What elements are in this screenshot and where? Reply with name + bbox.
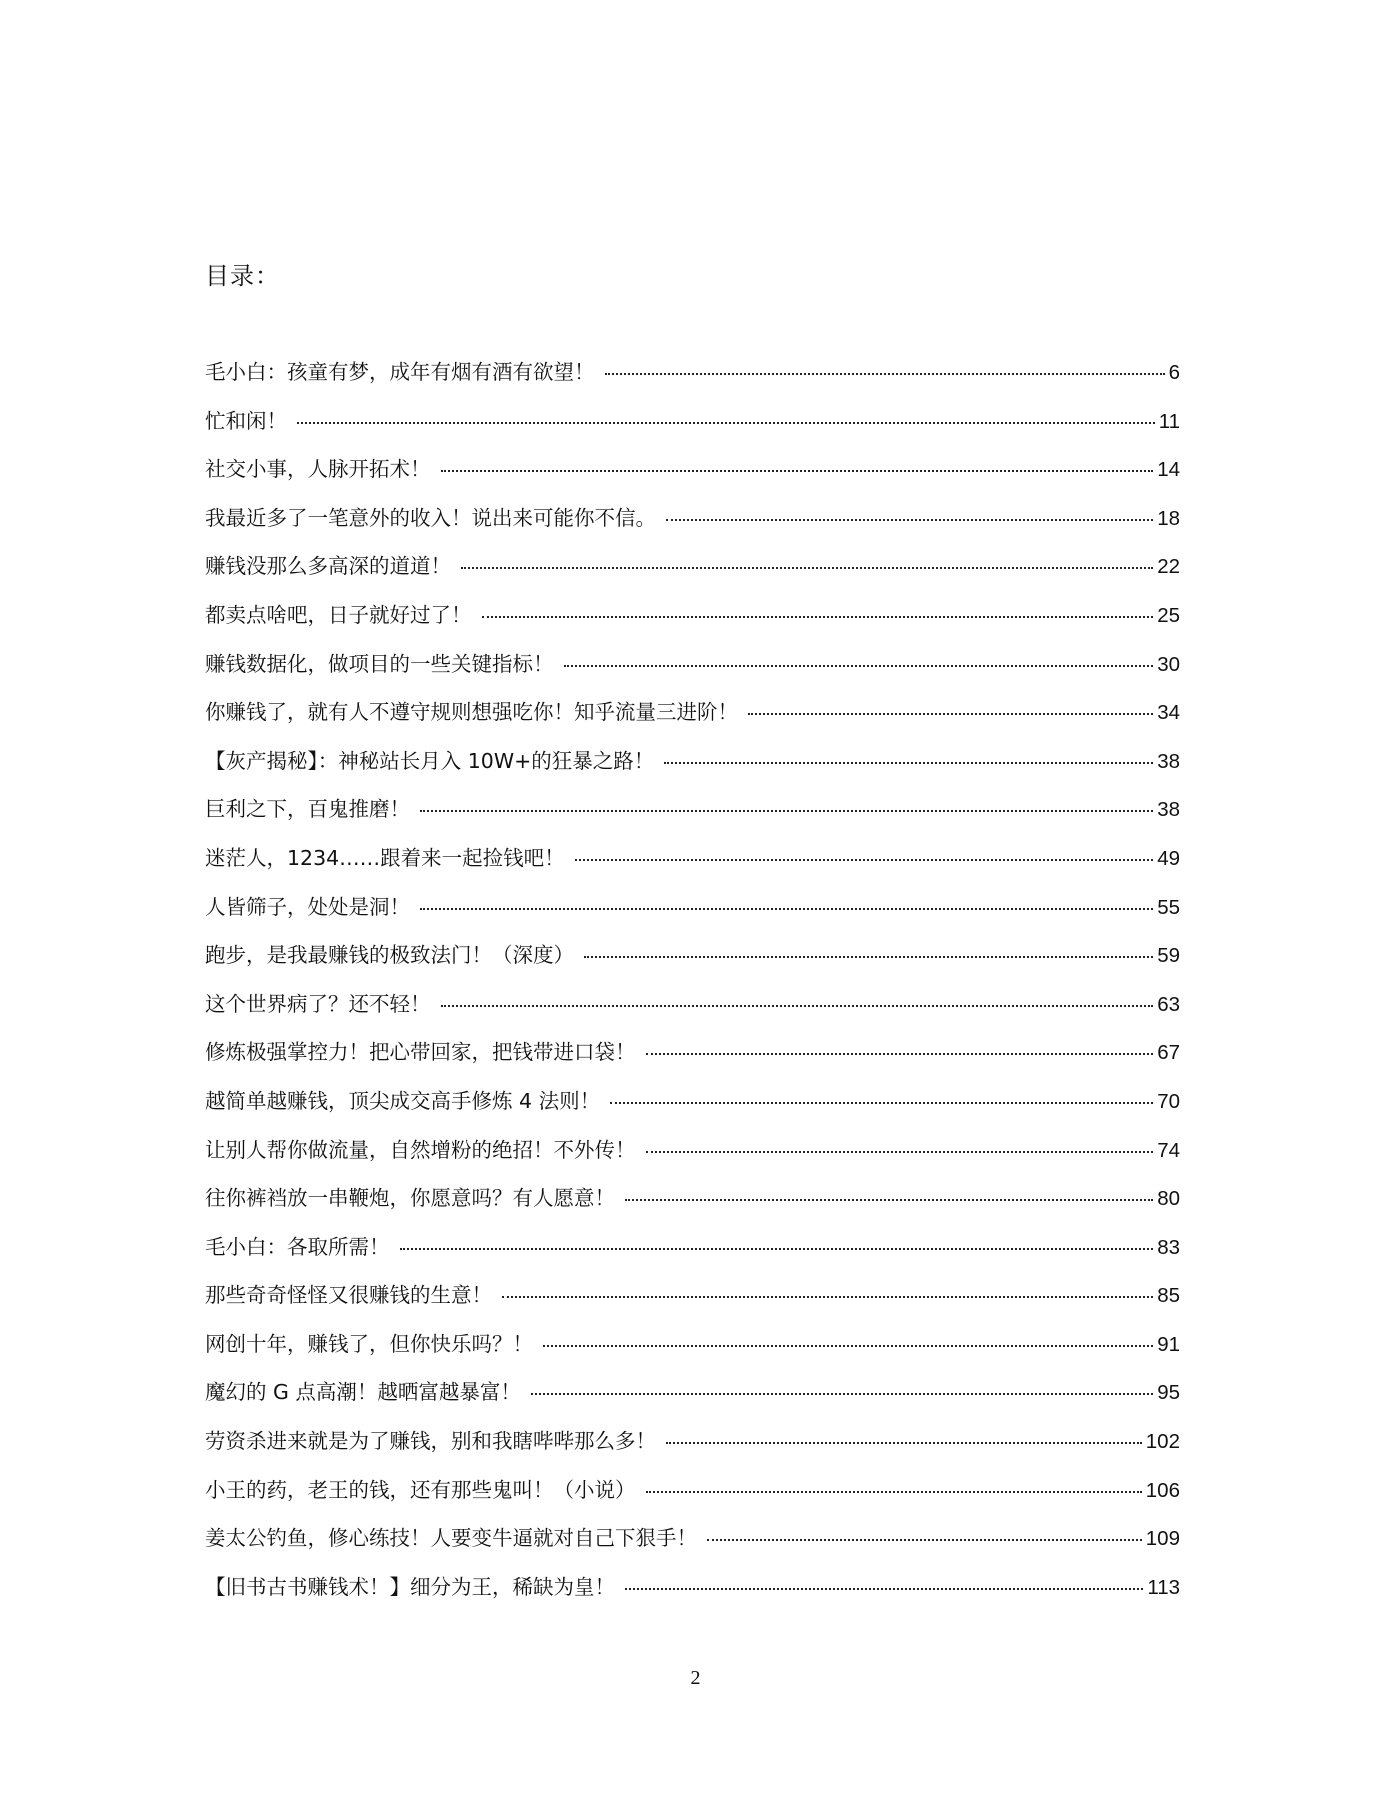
toc-dot-leader bbox=[625, 1588, 1143, 1590]
toc-dot-leader bbox=[420, 810, 1153, 812]
toc-entry[interactable] bbox=[205, 1032, 1180, 1081]
toc-entry-title: 巨利之下，百鬼推磨！ bbox=[205, 797, 410, 822]
toc-entry-title: 赚钱没那么多高深的道道！ bbox=[205, 554, 451, 579]
toc-dot-leader bbox=[646, 1151, 1154, 1153]
toc-dot-leader bbox=[543, 1345, 1153, 1347]
toc-entry-page-number: 85 bbox=[1157, 1284, 1180, 1308]
toc-dot-leader bbox=[707, 1539, 1142, 1541]
toc-entry[interactable] bbox=[205, 1372, 1180, 1421]
toc-dot-leader bbox=[748, 713, 1153, 715]
toc-entry-title: 往你裤裆放一串鞭炮，你愿意吗？有人愿意！ bbox=[205, 1186, 615, 1211]
toc-entry-title: 毛小白：孩童有梦，成年有烟有酒有欲望！ bbox=[205, 360, 595, 384]
toc-dot-leader bbox=[564, 665, 1154, 667]
toc-entry-page-number: 63 bbox=[1157, 992, 1180, 1016]
toc-entry[interactable] bbox=[205, 838, 1180, 887]
toc-entry[interactable] bbox=[205, 1275, 1180, 1324]
toc-entry-title: 那些奇奇怪怪又很赚钱的生意！ bbox=[205, 1283, 492, 1308]
toc-entry-title: 越简单越赚钱，顶尖成交高手修炼 4 法则！ bbox=[205, 1088, 601, 1113]
toc-dot-leader bbox=[531, 1393, 1153, 1395]
toc-dot-leader bbox=[297, 422, 1155, 424]
toc-entry[interactable] bbox=[205, 352, 1180, 401]
toc-entry-title: 都卖点啥吧，日子就好过了！ bbox=[205, 602, 472, 627]
toc-list bbox=[205, 352, 1180, 1615]
toc-entry-page-number: 22 bbox=[1157, 555, 1180, 579]
toc-entry-title: 你赚钱了，就有人不遵守规则想强吃你！知乎流量三进阶！ bbox=[205, 700, 738, 725]
toc-entry-page-number: 34 bbox=[1157, 701, 1180, 725]
toc-entry-page-number: 91 bbox=[1157, 1332, 1180, 1356]
toc-dot-leader bbox=[420, 908, 1153, 910]
toc-dot-leader bbox=[400, 1248, 1154, 1250]
toc-entry[interactable] bbox=[205, 692, 1180, 741]
toc-dot-leader bbox=[575, 859, 1154, 861]
toc-entry-page-number: 102 bbox=[1145, 1430, 1180, 1454]
toc-entry-page-number: 30 bbox=[1157, 652, 1180, 676]
toc-entry-title: 【旧书古书赚钱术！】细分为王，稀缺为皇！ bbox=[205, 1574, 615, 1599]
toc-entry[interactable] bbox=[205, 1470, 1180, 1519]
toc-entry-page-number: 11 bbox=[1158, 409, 1180, 433]
toc-entry-page-number: 59 bbox=[1157, 944, 1180, 968]
toc-entry[interactable] bbox=[205, 1178, 1180, 1227]
toc-entry[interactable] bbox=[205, 935, 1180, 984]
toc-entry[interactable] bbox=[205, 498, 1180, 547]
toc-entry[interactable] bbox=[205, 1130, 1180, 1179]
toc-entry[interactable] bbox=[205, 1324, 1180, 1373]
toc-dot-leader bbox=[584, 956, 1153, 958]
toc-entry[interactable] bbox=[205, 741, 1180, 790]
toc-entry-page-number: 67 bbox=[1157, 1041, 1180, 1065]
toc-entry-title: 修炼极强掌控力！把心带回家，把钱带进口袋！ bbox=[205, 1040, 636, 1065]
toc-dot-leader bbox=[666, 519, 1153, 521]
toc-entry-title: 小王的药，老王的钱，还有那些鬼叫！（小说） bbox=[205, 1477, 636, 1502]
toc-entry-page-number: 106 bbox=[1145, 1478, 1180, 1502]
toc-entry-page-number: 113 bbox=[1147, 1575, 1180, 1599]
toc-entry[interactable] bbox=[205, 1567, 1180, 1616]
toc-entry-title: 这个世界病了？还不轻！ bbox=[205, 991, 431, 1016]
toc-entry-title: 忙和闲！ bbox=[205, 408, 287, 433]
toc-entry-page-number: 109 bbox=[1145, 1527, 1180, 1551]
toc-entry-title: 姜太公钓鱼，修心练技！人要变牛逼就对自己下狠手！ bbox=[205, 1526, 697, 1551]
toc-entry-page-number: 38 bbox=[1157, 749, 1180, 773]
toc-entry-page-number: 70 bbox=[1157, 1089, 1180, 1113]
toc-entry-title: 我最近多了一笔意外的收入！说出来可能你不信。 bbox=[205, 505, 656, 530]
toc-entry-title: 迷茫人，1234……跟着来一起捡钱吧！ bbox=[205, 845, 565, 870]
toc-dot-leader bbox=[461, 567, 1153, 569]
toc-entry[interactable] bbox=[205, 789, 1180, 838]
toc-entry-title: 【灰产揭秘】：神秘站长月入 10W+的狂暴之路！ bbox=[205, 748, 655, 773]
toc-entry-page-number: 55 bbox=[1157, 895, 1180, 919]
toc-entry[interactable] bbox=[205, 1518, 1180, 1567]
toc-entry[interactable] bbox=[205, 644, 1180, 693]
toc-entry[interactable] bbox=[205, 887, 1180, 936]
toc-dot-leader bbox=[441, 1005, 1154, 1007]
toc-entry-page-number: 49 bbox=[1157, 846, 1180, 870]
toc-dot-leader bbox=[605, 373, 1165, 375]
toc-entry[interactable] bbox=[205, 401, 1180, 450]
toc-dot-leader bbox=[646, 1053, 1154, 1055]
toc-dot-leader bbox=[664, 762, 1153, 764]
toc-entry[interactable] bbox=[205, 595, 1180, 644]
page-number: 2 bbox=[690, 1667, 701, 1689]
toc-entry[interactable] bbox=[205, 1227, 1180, 1276]
toc-dot-leader bbox=[482, 616, 1154, 618]
toc-entry[interactable] bbox=[205, 449, 1180, 498]
toc-entry-title: 赚钱数据化，做项目的一些关键指标！ bbox=[205, 651, 554, 676]
toc-entry-page-number: 38 bbox=[1157, 798, 1180, 822]
toc-entry-page-number: 14 bbox=[1157, 458, 1180, 482]
toc-entry-page-number: 74 bbox=[1157, 1138, 1180, 1162]
toc-entry[interactable] bbox=[205, 546, 1180, 595]
toc-entry-title: 人皆筛子，处处是洞！ bbox=[205, 894, 410, 919]
toc-entry-title: 网创十年，赚钱了，但你快乐吗？！ bbox=[205, 1331, 533, 1356]
toc-entry-title: 跑步，是我最赚钱的极致法门！（深度） bbox=[205, 943, 574, 968]
toc-entry[interactable] bbox=[205, 1081, 1180, 1130]
toc-entry-page-number: 25 bbox=[1157, 603, 1180, 627]
toc-entry-page-number: 95 bbox=[1157, 1381, 1180, 1405]
toc-entry-page-number: 80 bbox=[1157, 1187, 1180, 1211]
toc-entry-title: 让别人帮你做流量，自然增粉的绝招！不外传！ bbox=[205, 1137, 636, 1162]
toc-dot-leader bbox=[625, 1199, 1153, 1201]
toc-entry-title: 社交小事，人脉开拓术！ bbox=[205, 457, 431, 482]
toc-entry-title: 魔幻的 G 点高潮！越晒富越暴富！ bbox=[205, 1380, 521, 1405]
toc-entry-page-number: 83 bbox=[1157, 1235, 1180, 1259]
toc-entry[interactable] bbox=[205, 1421, 1180, 1470]
toc-dot-leader bbox=[666, 1442, 1142, 1444]
toc-dot-leader bbox=[646, 1491, 1142, 1493]
toc-dot-leader bbox=[502, 1296, 1153, 1298]
toc-entry[interactable] bbox=[205, 984, 1180, 1033]
toc-entry-title: 毛小白：各取所需！ bbox=[205, 1234, 390, 1259]
toc-entry-title: 劳资杀进来就是为了赚钱，别和我瞎哔哔那么多！ bbox=[205, 1429, 656, 1454]
toc-entry-page-number: 6 bbox=[1168, 361, 1180, 384]
toc-dot-leader bbox=[610, 1102, 1153, 1104]
toc-heading: 目录： bbox=[205, 262, 280, 290]
toc-dot-leader bbox=[441, 470, 1154, 472]
toc-entry-page-number: 18 bbox=[1157, 506, 1180, 530]
